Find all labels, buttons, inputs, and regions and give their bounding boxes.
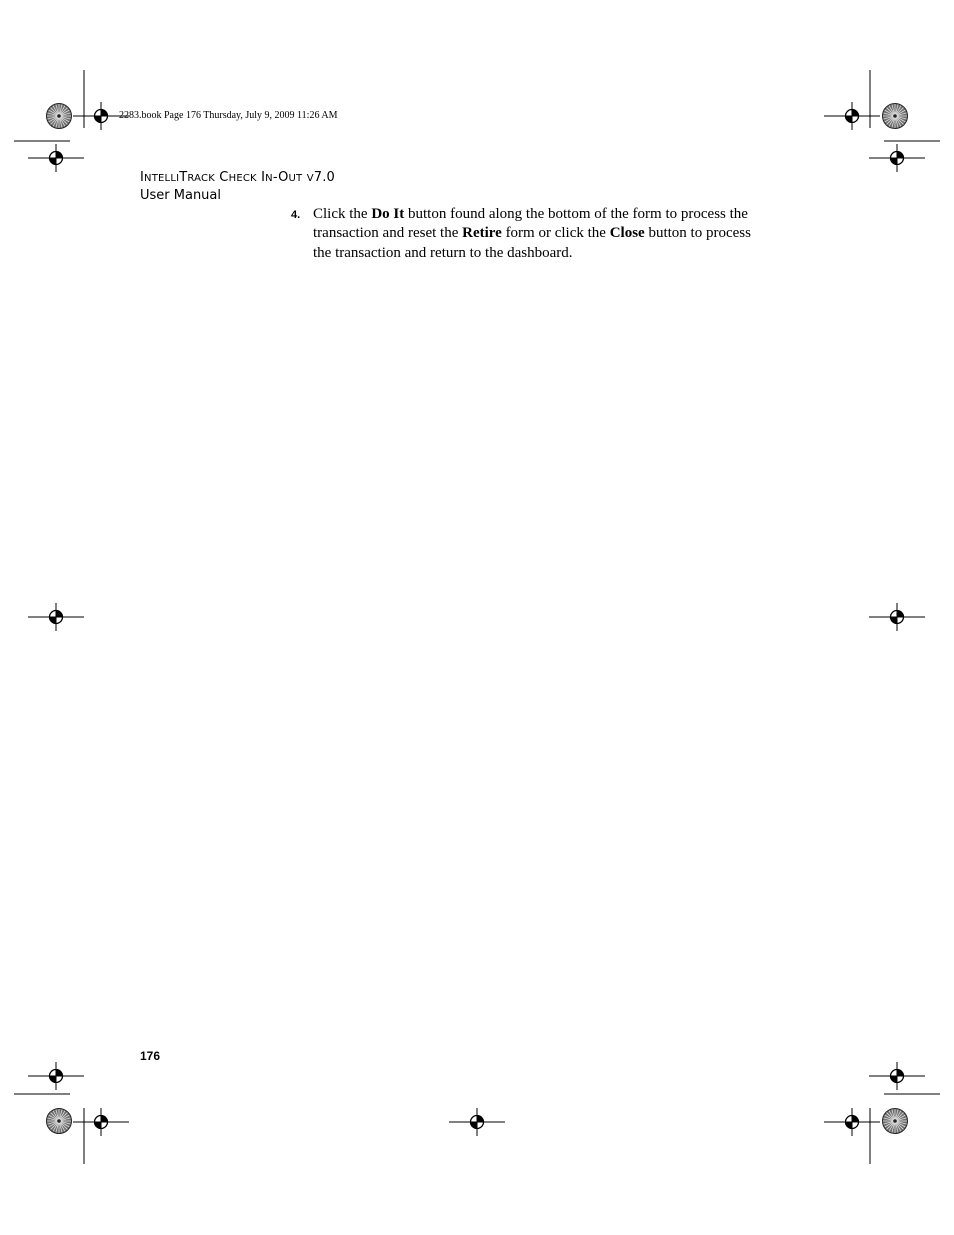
registration-target-icon bbox=[869, 1062, 925, 1090]
registration-target-icon bbox=[73, 1108, 129, 1136]
header-title-part: HECK bbox=[228, 173, 257, 184]
step-text bbox=[313, 205, 751, 263]
star-target-icon bbox=[47, 1109, 72, 1134]
page-number: 176 bbox=[140, 1049, 161, 1063]
header-subtitle: User Manual bbox=[140, 188, 222, 203]
header-title-part: UT bbox=[288, 173, 303, 184]
registration-target-icon bbox=[824, 1108, 880, 1136]
header-title-part: I bbox=[256, 170, 266, 185]
running-header bbox=[140, 169, 335, 204]
header-title-part: T bbox=[179, 170, 188, 185]
header-title-part: NTELLI bbox=[144, 173, 180, 184]
header-title bbox=[140, 169, 335, 187]
step-number: 4. bbox=[291, 209, 301, 221]
bold-term: Retire bbox=[462, 225, 502, 242]
text-run: form or click the bbox=[501, 225, 610, 242]
registration-target-icon bbox=[28, 1062, 84, 1090]
star-target-icon bbox=[883, 1109, 908, 1134]
text-run: Click the bbox=[313, 206, 372, 222]
registration-target-icon bbox=[869, 603, 925, 631]
header-title-part: C bbox=[214, 170, 229, 185]
star-target-icon bbox=[47, 104, 72, 129]
registration-target-icon bbox=[869, 144, 925, 172]
header-title-part: -O bbox=[272, 170, 289, 185]
header-title-part: V bbox=[306, 173, 314, 184]
registration-target-icon bbox=[824, 102, 880, 130]
header-title-part: N bbox=[265, 173, 273, 184]
bold-term: Close bbox=[609, 225, 645, 242]
registration-target-icon bbox=[28, 144, 84, 172]
text-run: button found along the bottom of the form to process the transaction and reset the bbox=[313, 206, 748, 242]
header-title-part: RACK bbox=[187, 173, 215, 184]
print-slug: 2283.book Page 176 Thursday, July 9, 2009 11:26 AM bbox=[119, 110, 338, 121]
registration-target-icon bbox=[449, 1108, 505, 1136]
star-target-icon bbox=[883, 104, 908, 129]
text-run: button to process the transaction and return to the dashboard. bbox=[313, 225, 751, 261]
bold-term: Do It bbox=[371, 206, 405, 222]
header-title-part: 7.0 bbox=[313, 170, 336, 185]
header-title-part: I bbox=[140, 170, 145, 185]
registration-target-icon bbox=[28, 603, 84, 631]
